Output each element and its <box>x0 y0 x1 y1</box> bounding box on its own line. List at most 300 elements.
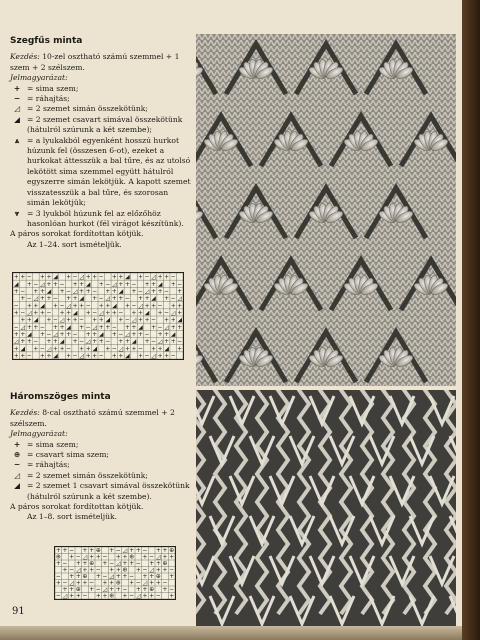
chart-symbol: + <box>118 281 124 288</box>
chart-symbol: + <box>111 296 117 303</box>
chart-symbol: + <box>98 303 104 310</box>
chart-symbol: + <box>109 548 115 555</box>
section-1-legend-text: = 3 lyukból húzunk fel az előzőhöz hasonlóan hurkot (fél virágot készítünk). <box>27 208 184 228</box>
chart-symbol: ◢ <box>170 332 176 339</box>
plus-icon: + <box>13 439 21 449</box>
chart-symbol: + <box>135 548 141 555</box>
chart-symbol: − <box>66 289 72 296</box>
chart-symbol: − <box>55 574 61 581</box>
chart-symbol: + <box>170 324 176 331</box>
section-1-legend-text: = ráhajtás; <box>27 94 70 104</box>
chart-symbol: + <box>169 574 175 581</box>
chart-symbol: + <box>102 561 108 568</box>
plus-icon: + <box>13 83 21 93</box>
chart-symbol: + <box>144 303 150 310</box>
chart-symbol: + <box>118 274 124 281</box>
chart-symbol: + <box>115 567 121 574</box>
chart-symbol: + <box>177 289 183 296</box>
chart-symbol: + <box>33 310 39 317</box>
chart-symbol: − <box>26 296 32 303</box>
chart-symbol: + <box>162 567 168 574</box>
chart-symbol: ◢ <box>112 303 117 310</box>
chart-symbol: + <box>149 574 155 581</box>
chart-symbol: ◿ <box>122 548 128 555</box>
chart-symbol: − <box>95 567 101 574</box>
chart-symbol: − <box>69 567 75 574</box>
chart-symbol: ⊕ <box>122 567 128 574</box>
chart-symbol: + <box>59 289 65 296</box>
section-1-legend-label: Jelmagyarázat: <box>10 73 68 83</box>
chart-symbol: + <box>149 561 155 568</box>
chart-symbol: + <box>20 332 26 339</box>
chart-symbol: + <box>13 353 19 359</box>
chart-symbol: − <box>129 593 135 599</box>
chart-symbol: + <box>92 317 98 324</box>
chart-symbol: + <box>129 580 135 587</box>
chart-symbol: ◿ <box>156 554 161 561</box>
chart-symbol: − <box>142 567 148 574</box>
chart-symbol: + <box>144 281 150 288</box>
section-1-title: Szegfűs minta <box>10 36 83 46</box>
section-2-legend-item <box>10 460 192 470</box>
chart-symbol: + <box>92 274 98 281</box>
chart-symbol: − <box>155 593 161 599</box>
chart-symbol: − <box>138 289 143 296</box>
chart-symbol: + <box>33 346 39 353</box>
chart-symbol: + <box>66 317 72 324</box>
chart-symbol: + <box>105 310 111 317</box>
chart-symbol: − <box>98 353 104 359</box>
section-1-knit-photo <box>196 34 456 386</box>
chart-symbol: ⊕ <box>169 548 175 555</box>
chart-symbol: + <box>164 296 170 303</box>
chart-symbol: − <box>72 332 78 339</box>
chart-symbol: + <box>142 593 148 599</box>
chart-symbol: ◢ <box>53 274 58 281</box>
chart-symbol: ◿ <box>85 339 91 346</box>
section-2-legend-text: = 2 szemet simán összekötünk; <box>27 470 148 480</box>
chart-symbol: − <box>142 548 148 555</box>
chart-symbol: + <box>92 339 98 346</box>
chart-symbol: + <box>33 324 39 331</box>
chart-symbol: + <box>92 296 98 303</box>
chart-symbol: − <box>33 339 39 346</box>
section-2-legend-label: Jelmagyarázat: <box>10 429 68 439</box>
chart-symbol: − <box>72 353 78 359</box>
chart-symbol: − <box>111 346 117 353</box>
chart-symbol: ◢ <box>105 317 111 324</box>
chart-symbol: − <box>105 339 111 346</box>
chart-symbol: ◢ <box>144 310 150 317</box>
chart-symbol: − <box>115 548 121 555</box>
chart-symbol: − <box>13 324 19 331</box>
chart-symbol: + <box>111 310 117 317</box>
chart-symbol: + <box>118 317 124 324</box>
chart-symbol: + <box>85 289 91 296</box>
chart-symbol: ◿ <box>151 274 156 281</box>
chart-symbol: + <box>66 353 72 359</box>
chart-symbol: + <box>102 593 108 599</box>
chart-symbol: + <box>124 281 130 288</box>
chart-symbol: + <box>20 339 26 346</box>
chart-symbol: + <box>151 324 157 331</box>
chart-symbol: + <box>144 296 150 303</box>
chart-symbol: − <box>98 296 104 303</box>
chart-symbol: + <box>138 274 143 281</box>
circled-plus-icon: ⊕ <box>13 450 21 460</box>
chart-symbol: + <box>79 324 85 331</box>
chart-symbol: + <box>149 580 155 587</box>
chart-symbol: − <box>102 554 108 561</box>
chart-symbol: + <box>115 554 121 561</box>
chart-symbol: ⊕ <box>109 593 115 599</box>
chart-symbol: ◿ <box>136 593 141 599</box>
chart-symbol: + <box>98 324 104 331</box>
chart-symbol: ◿ <box>69 580 74 587</box>
chart-symbol: ◢ <box>151 296 156 303</box>
chart-symbol: ◿ <box>79 274 84 281</box>
chart-symbol: + <box>46 353 52 359</box>
chart-symbol: + <box>142 554 148 561</box>
chart-symbol: + <box>162 548 168 555</box>
chart-symbol: ◢ <box>125 353 130 359</box>
chart-symbol: + <box>115 574 121 581</box>
chart-symbol: + <box>46 281 52 288</box>
chart-symbol: + <box>144 339 150 346</box>
chart-symbol: − <box>59 303 65 310</box>
chart-symbol: − <box>169 567 175 574</box>
chart-symbol: + <box>79 303 85 310</box>
chart-symbol: + <box>135 587 141 594</box>
chart-symbol: + <box>124 346 130 353</box>
chart-symbol: + <box>170 303 176 310</box>
chart-symbol: + <box>89 567 95 574</box>
chart-symbol: − <box>69 548 75 555</box>
chart-symbol: + <box>95 593 101 599</box>
chart-symbol: + <box>177 303 183 310</box>
chart-symbol: ◿ <box>144 289 150 296</box>
chart-symbol: + <box>105 289 111 296</box>
section-1-legend-text: = sima szem; <box>27 83 79 93</box>
chart-symbol: + <box>55 548 61 555</box>
chart-symbol: ◢ <box>177 317 182 324</box>
chart-symbol: + <box>118 339 124 346</box>
chart-symbol: + <box>169 554 175 561</box>
chart-symbol: + <box>26 324 32 331</box>
section-2-legend-text: = csavart sima szem; <box>27 450 109 460</box>
chart-symbol: ◢ <box>59 339 65 346</box>
section-2-legend <box>10 440 192 502</box>
chart-symbol: − <box>157 303 163 310</box>
chart-symbol: + <box>111 353 117 359</box>
chart-symbol: + <box>151 289 157 296</box>
chart-symbol: + <box>26 317 32 324</box>
chart-symbol: + <box>66 310 72 317</box>
chart-symbol: + <box>85 346 91 353</box>
chart-symbol: ◢ <box>40 303 45 310</box>
chart-symbol: + <box>164 332 170 339</box>
chart-symbol: + <box>129 548 135 555</box>
section-2-title: Háromszöges minta <box>10 392 111 402</box>
chart-symbol: + <box>20 353 26 359</box>
chart-symbol: − <box>26 353 32 359</box>
chart-symbol: + <box>85 310 91 317</box>
chart-symbol: ◢ <box>99 332 104 339</box>
chart-symbol: − <box>157 324 163 331</box>
chart-symbol: − <box>85 303 91 310</box>
chart-symbol: + <box>89 554 95 561</box>
chart-symbol: − <box>66 346 72 353</box>
chart-symbol: + <box>170 281 176 288</box>
chart-symbol: + <box>39 332 45 339</box>
chart-symbol: + <box>118 353 124 359</box>
triangle-left-icon: ◿ <box>14 470 20 480</box>
chart-symbol: ◢ <box>164 346 169 353</box>
chart-symbol: + <box>155 548 161 555</box>
chart-symbol: + <box>62 567 68 574</box>
chart-symbol: + <box>79 346 85 353</box>
chart-symbol: + <box>33 303 39 310</box>
chart-symbol: + <box>109 587 115 594</box>
chart-symbol: + <box>177 310 183 317</box>
chart-symbol: ◿ <box>170 310 176 317</box>
chart-symbol: ◢ <box>33 317 39 324</box>
chart-symbol: − <box>62 561 68 568</box>
chart-symbol: + <box>82 561 88 568</box>
section-1-note-1: A páros sorokat fordítottan kötjük. <box>10 229 144 239</box>
chart-symbol: ◢ <box>85 281 91 288</box>
chart-symbol: − <box>109 561 115 568</box>
section-1-legend-text: = 2 szemet simán összekötünk; <box>27 104 148 114</box>
chart-symbol: + <box>170 317 176 324</box>
chart-symbol: + <box>164 339 170 346</box>
chart-symbol: + <box>98 339 104 346</box>
chart-symbol: ◿ <box>59 317 65 324</box>
chart-symbol: + <box>26 303 32 310</box>
section-2-legend-text: = ráhajtás; <box>27 460 70 470</box>
filled-triangle-icon: ◢ <box>14 114 20 124</box>
chart-symbol: ⊕ <box>55 554 61 561</box>
chart-symbol: − <box>92 289 98 296</box>
chart-symbol: + <box>55 580 61 587</box>
chart-symbol: + <box>69 554 75 561</box>
section-2-note-1: A páros sorokat fordítottan kötjük. <box>10 502 144 512</box>
chart-symbol: − <box>144 332 150 339</box>
chart-symbol: ◢ <box>118 289 124 296</box>
chart-symbol: − <box>59 281 65 288</box>
chart-symbol: ◿ <box>14 339 19 346</box>
chart-symbol: ◢ <box>20 346 26 353</box>
chart-symbol: + <box>26 339 32 346</box>
chart-symbol: + <box>124 339 130 346</box>
chart-symbol: ◢ <box>27 332 32 339</box>
chart-symbol: + <box>135 567 141 574</box>
chart-symbol: + <box>142 587 148 594</box>
chart-symbol: − <box>144 353 150 359</box>
chart-symbol: − <box>170 274 176 281</box>
chart-symbol: − <box>85 324 91 331</box>
chart-symbol: + <box>111 332 117 339</box>
section-2-legend-item <box>10 440 192 450</box>
chart-symbol: − <box>46 310 52 317</box>
chart-symbol: − <box>124 317 130 324</box>
chart-symbol: + <box>39 296 45 303</box>
chart-symbol: + <box>131 324 137 331</box>
chart-symbol: − <box>149 554 155 561</box>
chart-symbol: + <box>109 580 115 587</box>
chart-symbol: − <box>118 310 124 317</box>
chart-symbol: + <box>53 346 58 353</box>
chart-symbol: − <box>79 339 85 346</box>
chart-symbol: + <box>75 574 81 581</box>
page-number: 91 <box>12 606 25 617</box>
chart-symbol: − <box>72 274 78 281</box>
chart-symbol: + <box>59 310 65 317</box>
chart-symbol: − <box>138 346 143 353</box>
chart-symbol: ◢ <box>131 339 137 346</box>
chart-symbol: ◿ <box>157 339 163 346</box>
chart-symbol: − <box>124 296 130 303</box>
chart-symbol: + <box>138 317 143 324</box>
chart-symbol: ◿ <box>118 346 124 353</box>
section-2-note-2: Az 1–8. sort ismételjük. <box>27 512 118 522</box>
chart-symbol: + <box>75 580 81 587</box>
section-1-chart-grid <box>13 273 183 359</box>
chart-symbol: + <box>59 346 65 353</box>
chart-symbol: + <box>85 353 91 359</box>
chart-symbol: − <box>135 561 141 568</box>
chart-symbol: + <box>122 574 128 581</box>
chart-symbol: − <box>82 593 88 599</box>
chart-symbol: ◿ <box>149 567 154 574</box>
chart-symbol: + <box>129 561 135 568</box>
chart-symbol: + <box>82 548 88 555</box>
chart-symbol: ◢ <box>46 289 52 296</box>
chart-symbol: − <box>102 574 108 581</box>
chart-symbol: + <box>13 346 19 353</box>
chart-symbol: − <box>33 281 39 288</box>
chart-symbol: ◿ <box>102 587 108 594</box>
chart-symbol: + <box>75 561 81 568</box>
section-2-legend-item <box>10 450 192 460</box>
chart-symbol: ⊕ <box>129 554 135 561</box>
chart-symbol: + <box>13 274 19 281</box>
chart-symbol: − <box>46 332 52 339</box>
section-2-text <box>10 392 192 523</box>
chart-symbol: + <box>164 274 170 281</box>
chart-symbol: + <box>89 548 95 555</box>
chart-symbol: + <box>115 587 121 594</box>
chart-symbol: − <box>111 324 117 331</box>
chart-symbol: − <box>170 353 176 359</box>
chart-symbol: ◢ <box>138 324 143 331</box>
chart-symbol: + <box>164 353 170 359</box>
chart-symbol: + <box>62 548 68 555</box>
chart-symbol: + <box>85 332 91 339</box>
chart-symbol: + <box>142 574 148 581</box>
chart-symbol: + <box>72 339 78 346</box>
chart-symbol: + <box>20 274 26 281</box>
chart-symbol: + <box>46 296 52 303</box>
section-2-knit-photo <box>196 390 456 626</box>
chart-symbol: + <box>155 580 161 587</box>
section-1-intro: Kezdés: 10-zel osztható számú szemmel + 1 szem + 2 szélszem. <box>10 52 180 72</box>
chart-symbol: ◿ <box>53 332 58 339</box>
chart-symbol: − <box>135 580 141 587</box>
chart-symbol: ◢ <box>72 310 78 317</box>
chart-symbol: + <box>69 593 75 599</box>
chart-symbol: ◿ <box>131 317 137 324</box>
chart-symbol: − <box>98 274 104 281</box>
section-2-legend-text: = 2 szemet 1 csavart simával összekötünk (hátulról szúrunk a két szembe). <box>27 481 190 501</box>
chart-symbol: ◿ <box>82 554 88 561</box>
chart-symbol: − <box>129 574 135 581</box>
chart-symbol: − <box>95 587 101 594</box>
chart-symbol: + <box>138 310 143 317</box>
chart-symbol: ◿ <box>46 346 52 353</box>
chart-symbol: + <box>13 289 19 296</box>
chart-symbol: + <box>162 554 168 561</box>
carnation-pattern-image <box>196 34 456 386</box>
chart-symbol: + <box>95 574 101 581</box>
chart-symbol: + <box>20 317 26 324</box>
page-bottom-edge <box>0 626 462 640</box>
chart-symbol: + <box>53 339 58 346</box>
chart-symbol: + <box>20 296 26 303</box>
chart-symbol: − <box>53 296 58 303</box>
chart-symbol: + <box>102 580 108 587</box>
chart-symbol: + <box>26 281 32 288</box>
section-1-legend-text: = 2 szemet csavart simával összekötünk (hátulról szúrunk a két szembe); <box>27 114 183 135</box>
chart-symbol: + <box>105 303 111 310</box>
chart-symbol: ◿ <box>33 296 39 303</box>
chart-symbol: − <box>164 289 170 296</box>
dash-icon: − <box>13 460 21 470</box>
chart-symbol: − <box>131 281 137 288</box>
chart-symbol: + <box>46 274 52 281</box>
chart-symbol: + <box>157 346 163 353</box>
chart-symbol: + <box>55 561 61 568</box>
section-1-legend-item <box>10 115 192 136</box>
chart-symbol: + <box>164 317 170 324</box>
chart-symbol: ⊕ <box>149 587 155 594</box>
chart-symbol: ◢ <box>157 281 163 288</box>
chart-symbol: − <box>13 303 19 310</box>
chart-symbol: + <box>138 353 143 359</box>
chart-symbol: + <box>59 324 65 331</box>
chart-symbol: ◿ <box>66 303 71 310</box>
chart-symbol: + <box>72 303 78 310</box>
chart-symbol: − <box>26 274 32 281</box>
chart-symbol: ◿ <box>177 296 182 303</box>
chart-symbol: ◿ <box>40 281 45 288</box>
chart-symbol: + <box>92 353 98 359</box>
section-1-legend-item <box>10 209 192 230</box>
chart-symbol: + <box>53 303 58 310</box>
chart-symbol: + <box>79 281 85 288</box>
chart-symbol: − <box>131 303 137 310</box>
chart-symbol: + <box>138 296 143 303</box>
chart-symbol: − <box>170 296 176 303</box>
chart-symbol: + <box>53 324 58 331</box>
chart-symbol: − <box>55 593 61 599</box>
chart-symbol: + <box>72 281 78 288</box>
chart-symbol: + <box>109 567 115 574</box>
chart-symbol: − <box>169 587 175 594</box>
chart-symbol: + <box>105 324 111 331</box>
chart-symbol: ◿ <box>138 303 143 310</box>
chart-symbol: + <box>33 289 39 296</box>
